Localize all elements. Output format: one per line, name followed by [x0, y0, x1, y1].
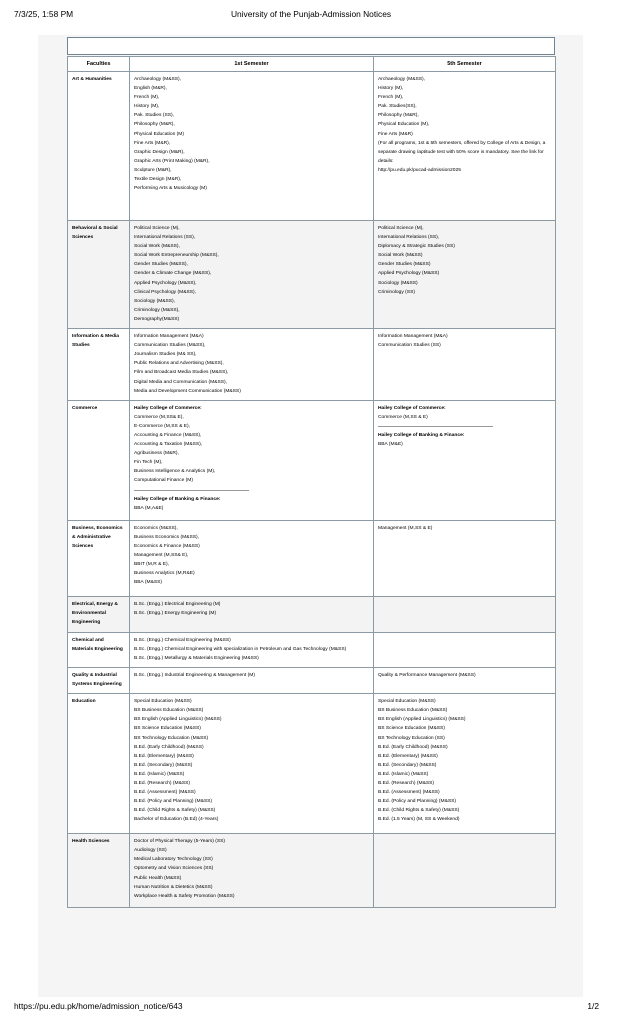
program-item: E-Commerce (M,SS & E), — [134, 423, 190, 429]
program-item: Pak. Studies (SS), — [134, 113, 174, 119]
program-item: Political Science (M), — [134, 226, 180, 231]
program-item: Management (M,SS& E), — [134, 552, 189, 558]
program-item: BBIT (M,R & E), — [134, 562, 169, 568]
program-item: Philosophy (M&R), — [134, 122, 175, 128]
program-item: Computational Finance (M) — [134, 478, 193, 484]
program-item: Business Intelligence & Analytics (M), — [134, 469, 216, 475]
program-item: Audiology (SS) — [134, 848, 167, 854]
program-item: Accounting & Finance (M&SS), — [134, 432, 202, 438]
fifth-semester-cell — [374, 694, 556, 834]
separator-line — [134, 486, 249, 491]
col-header-5th-semester: 5th Semester — [374, 57, 556, 72]
program-item: B.Sc. (Engg.) Industrial Engineering & Management (M) — [134, 672, 255, 678]
table-row — [68, 632, 556, 667]
program-item: Workplace Health & Safety Promotion (M&SS) — [134, 893, 235, 899]
program-item: Economics (M&SS), — [134, 525, 178, 531]
program-item: BBA (M,A&E) — [134, 505, 164, 511]
program-item: B.Ed. (Islamic) (M&SS) — [134, 771, 185, 777]
program-item: Economics & Finance (M&SS) — [134, 543, 200, 549]
program-item: B.Ed. (Research) (M&SS) — [378, 781, 434, 786]
program-item: Gender & Climate Change (M&SS), — [134, 271, 212, 277]
table-row — [68, 520, 556, 596]
program-item: B.Sc. (Engg.) Electrical Engineering (M) — [134, 601, 221, 607]
details-link: http://pu.edu.pk/pucad-admission2025 — [378, 167, 461, 173]
first-semester-cell — [130, 520, 374, 596]
fifth-semester-cell — [374, 221, 556, 329]
program-item: Media and Development Communication (M&SS) — [134, 388, 241, 394]
program-item: Doctor of Physical Therapy (5-Years) (SS) — [134, 839, 226, 845]
college-heading: Hailey College of Commerce: — [134, 405, 202, 411]
program-item: Social Work (M&SS) — [378, 253, 423, 259]
fifth-semester-cell — [374, 596, 556, 632]
table-row — [68, 329, 556, 401]
table-row — [68, 596, 556, 632]
program-item: B.Ed. (Research) (M&SS) — [134, 781, 190, 786]
program-item: B.Sc. (Engg.) Energy Engineering (M) — [134, 610, 217, 616]
program-item: English (M&R), — [134, 86, 167, 92]
program-item: Gender Studies (M&SS) — [378, 262, 431, 268]
fifth-semester-cell — [374, 834, 556, 908]
program-item: Information Management (M&A) — [134, 334, 204, 340]
program-item: Graphic Arts (Print Making) (M&R), — [134, 158, 210, 164]
first-semester-cell — [130, 632, 374, 667]
program-item: International Relations (SS), — [134, 235, 196, 241]
program-item: Philosophy (M&R), — [378, 113, 419, 119]
print-page-number: 1/2 — [587, 1001, 599, 1011]
first-semester-cell — [130, 667, 374, 693]
program-item: Physical Education (M) — [134, 131, 185, 137]
program-item: Social Work (M&SS), — [134, 244, 180, 250]
fifth-semester-cell — [374, 520, 556, 596]
program-item: Accounting & Taxation (M&SS), — [134, 442, 203, 448]
program-item: BBA (M&SS) — [134, 580, 162, 586]
first-semester-cell — [130, 221, 374, 329]
table-row — [68, 694, 556, 834]
program-item: B.Ed. (Elementary) (M&SS) — [134, 753, 194, 759]
fifth-semester-cell — [374, 632, 556, 667]
program-item: Business Analytics (M,R&E) — [134, 571, 195, 577]
program-item: Social Work Entrepreneurship (M&SS), — [134, 253, 219, 259]
program-item: Diplomacy & Strategic Studies (SS) — [378, 244, 455, 250]
college-heading: Hailey College of Banking & Finance: — [134, 496, 221, 502]
faculty-cell: Art & Humanities — [68, 72, 130, 221]
faculty-cell: Business, Economics & Administrative Sciences — [68, 520, 130, 596]
program-item: Communication Studies (M&SS), — [134, 343, 206, 349]
print-header — [0, 9, 622, 23]
program-item: BS Technology Education (M&SS) — [134, 735, 209, 741]
program-item: Performing Arts & Musicology (M) — [134, 186, 207, 192]
program-item: B.Ed. (Early Childhood) (M&SS) — [134, 744, 204, 750]
program-item: B.Sc. (Engg.) Metallurgy & Materials Engineering (M&SS) — [134, 655, 259, 661]
program-item: Quality & Performance Management (M&SS) — [378, 672, 476, 678]
program-item: International Relations (SS), — [378, 235, 440, 241]
faculty-cell: Behavioral & Social Sciences — [68, 221, 130, 329]
program-item: BS Science Education (M&SS) — [134, 726, 201, 732]
program-item: Human Nutrition & Dietetics (M&SS) — [134, 884, 213, 890]
program-item: Commerce (M,SS& E), — [134, 414, 184, 420]
program-item: Demography(M&SS) — [134, 316, 180, 322]
first-semester-cell — [130, 834, 374, 908]
program-item: B.Ed. (Assessment) (M&SS) — [378, 790, 440, 796]
program-item: Clinical Psychology (M&SS), — [134, 289, 196, 295]
table-row — [68, 667, 556, 693]
program-item: Graphic Design (M&R), — [134, 149, 185, 155]
program-item: Fin Tech (M), — [134, 460, 163, 466]
program-item: Fine Arts (M&R) — [378, 131, 413, 137]
program-item: BS Business Education (M&SS) — [134, 708, 204, 714]
print-page-title: University of the Punjab-Admission Notices — [230, 9, 392, 19]
first-semester-cell — [130, 72, 374, 221]
faculty-cell: Education — [68, 694, 130, 834]
program-item: Textile Design (M&R), — [134, 177, 182, 183]
program-item: French (M), — [134, 95, 160, 101]
program-item: Special Education (M&SS) — [134, 699, 192, 705]
program-item: B.Ed. (Secondary) (M&SS) — [378, 762, 437, 768]
program-item: Commerce (M,SS & E) — [378, 414, 428, 420]
fifth-semester-cell — [374, 400, 556, 520]
program-item: BS Technology Education (SS) — [378, 735, 445, 741]
program-item: Digital Media and Communication (M&SS), — [134, 379, 227, 385]
program-item: Applied Psychology (M&SS) — [378, 271, 440, 277]
program-item: Archaeology (M&SS), — [134, 77, 182, 82]
faculty-cell: Health Sciences — [68, 834, 130, 908]
program-item: BS Business Education (M&SS) — [378, 708, 448, 714]
first-semester-cell — [130, 329, 374, 401]
program-item: Bachelor of Education (B.Ed) (4-Years) — [134, 817, 219, 823]
program-item: BS English (Applied Linguistics) (M&SS) — [134, 717, 222, 723]
program-item: Special Education (M&SS) — [378, 699, 436, 705]
program-item: Public Relations and Advertising (M&SS), — [134, 361, 224, 367]
program-item: Criminology (SS) — [378, 289, 415, 295]
program-item: B.Ed. (Early Childhood) (M&SS) — [378, 744, 448, 750]
program-item: B.Ed. (Policy and Planning) (M&SS) — [134, 799, 213, 805]
first-semester-cell — [130, 596, 374, 632]
program-item: B.Sc. (Engg.) Chemical Engineering with specialization in Petroleum and Gas Technology (M&SS) — [134, 646, 347, 652]
faculty-cell: Commerce — [68, 400, 130, 520]
program-item: Agribusiness (M&R), — [134, 451, 179, 457]
fifth-semester-cell — [374, 72, 556, 221]
program-item: B.Ed. (Child Rights & Safety) (M&SS) — [134, 808, 216, 814]
program-item: Criminology (M&SS), — [134, 307, 180, 313]
faculty-cell: Quality & Industrial Systems Engineering — [68, 667, 130, 693]
program-item: BBA (M&E) — [378, 441, 403, 447]
table-row — [68, 221, 556, 329]
program-item: Management (M,SS & E) — [378, 525, 433, 531]
program-item: Communication Studies (SS) — [378, 343, 441, 349]
program-item: B.Ed. (Islamic) (M&SS) — [378, 771, 429, 777]
print-url: https://pu.edu.pk/home/admission_notice/643 — [14, 1001, 183, 1011]
separator-line — [378, 422, 493, 427]
program-item: Sculpture (M&R), — [134, 167, 172, 173]
print-datetime: 7/3/25, 1:58 PM — [14, 9, 74, 19]
program-item: Information Management (M&A) — [378, 334, 448, 340]
table-row — [68, 834, 556, 908]
faculty-cell: Information & Media Studies — [68, 329, 130, 401]
col-header-1st-semester: 1st Semester — [130, 57, 374, 72]
program-item: History (M), — [134, 104, 160, 110]
program-item: Political Science (M), — [378, 226, 424, 231]
program-item: Pak. Studies(SS), — [378, 104, 417, 110]
program-item: Gender Studies (M&SS), — [134, 262, 188, 268]
program-item: B.Ed. (1.5 Years) (M, SS & Weekend) — [378, 817, 460, 823]
program-item: BS Science Education (M&SS) — [378, 726, 445, 732]
program-item: History (M), — [378, 86, 404, 92]
program-item: Sociology (M&SS) — [378, 280, 418, 286]
program-item: Medical Laboratory Technology (SS) — [134, 857, 213, 863]
program-item: Physical Education (M), — [378, 122, 430, 128]
program-item: B.Ed. (Elementary) (M&SS) — [378, 753, 438, 759]
program-item: B.Ed. (Policy and Planning) (M&SS) — [378, 799, 457, 805]
admission-table — [67, 56, 556, 908]
program-item: Business Economics (M&SS), — [134, 534, 199, 540]
program-item: BS English (Applied Linguistics) (M&SS) — [378, 717, 466, 723]
first-semester-cell — [130, 400, 374, 520]
college-heading: Hailey College of Commerce: — [378, 405, 446, 411]
program-item: Applied Psychology (M&SS), — [134, 280, 197, 286]
program-item: Fine Arts (M&R), — [134, 140, 171, 146]
program-item: Public Health (M&SS) — [134, 875, 182, 881]
table-row — [68, 72, 556, 221]
program-item: Optometry and Vision Sciences (SS) — [134, 866, 214, 872]
program-item: B.Ed. (Secondary) (M&SS) — [134, 762, 193, 768]
fifth-semester-cell — [374, 329, 556, 401]
col-header-faculties: Faculties — [68, 57, 130, 72]
faculty-cell: Chemical and Materials Engineering — [68, 632, 130, 667]
college-heading: Hailey College of Banking & Finance: — [378, 432, 465, 438]
program-item: B.Sc. (Engg.) Chemical Engineering (M&SS) — [134, 637, 231, 643]
program-item: B.Ed. (Assessment) (M&SS) — [134, 790, 196, 796]
first-semester-cell — [130, 694, 374, 834]
program-item: French (M), — [378, 95, 404, 101]
fifth-semester-cell — [374, 667, 556, 693]
program-item: Archaeology (M&SS), — [378, 77, 426, 82]
program-item: Film and Broadcast Media Studies (M&SS), — [134, 370, 229, 376]
aptitude-test-note: (For all programs, 1st & 5th semesters, offered by College of Arts & Design, a separate drawing /aptitude test with 50% score is mandatory. See the link for details: — [378, 140, 546, 164]
faculty-cell: Electrical, Energy & Environmental Engineering — [68, 596, 130, 632]
program-item: B.Ed. (Child Rights & Safety) (M&SS) — [378, 808, 460, 814]
program-item: Sociology (M&SS), — [134, 298, 176, 304]
table-title-banner — [67, 37, 555, 55]
program-item: Journalism Studies (M& SS), — [134, 352, 197, 358]
table-row — [68, 400, 556, 520]
